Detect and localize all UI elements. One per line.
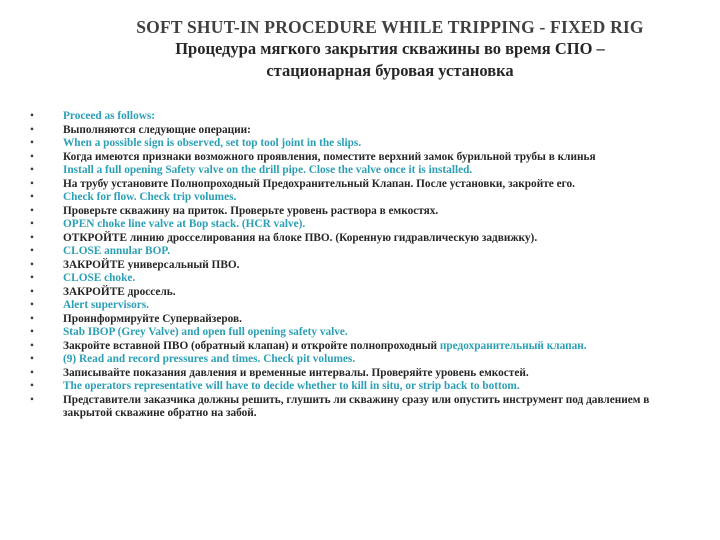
title-russian-line2: стационарная буровая установка	[266, 61, 514, 80]
bullet-dot-icon: •	[30, 110, 34, 122]
list-item-text: The operators representative will have to decide whether to kill in situ, or strip back to bottom.	[63, 380, 520, 392]
bullet-dot-icon: •	[30, 312, 34, 325]
bullet-dot-icon: •	[30, 339, 34, 352]
bullet-dot-icon: •	[30, 380, 34, 392]
bullet-dot-icon: •	[30, 272, 34, 284]
list-item	[30, 326, 695, 340]
list-item-text: Stab IBOP (Grey Valve) and open full opening safety valve.	[63, 326, 348, 338]
list-item-text: ЗАКРОЙТЕ дроссель.	[63, 285, 176, 298]
bullet-dot-icon: •	[30, 245, 34, 257]
bullet-dot-icon: •	[30, 353, 34, 365]
list-item	[30, 124, 695, 138]
list-item-text: Проинформируйте Супервайзеров.	[63, 312, 242, 325]
list-item	[30, 137, 695, 151]
bullet-dot-icon: •	[30, 285, 34, 298]
list-item	[30, 367, 695, 381]
list-item-text: ОТКРОЙТЕ линию дросселирования на блоке ПВО. (Коренную гидравлическую задвижку).	[63, 231, 538, 244]
bullet-dot-icon: •	[30, 258, 34, 271]
bullet-dot-icon: •	[30, 177, 34, 190]
slide-title	[70, 16, 710, 82]
bullet-dot-icon: •	[30, 326, 34, 338]
bullet-dot-icon: •	[30, 150, 34, 163]
bullet-list	[30, 110, 695, 421]
list-item-text: Когда имеются признаки возможного проявления, поместите верхний замок бурильной трубы в клинья	[63, 150, 596, 163]
list-item	[30, 245, 695, 259]
title-english: SOFT SHUT-IN PROCEDURE WHILE TRIPPING - FIXED RIG	[136, 17, 644, 37]
list-item	[30, 380, 695, 394]
list-item-text: CLOSE annular BOP.	[63, 245, 171, 257]
bullet-dot-icon: •	[30, 204, 34, 217]
list-item	[30, 299, 695, 313]
bullet-dot-icon: •	[30, 191, 34, 203]
list-item-text: Закройте вставной ПВО (обратный клапан) и откройте полнопроходный	[63, 339, 440, 352]
list-item-text: ЗАКРОЙТЕ универсальный ПВО.	[63, 258, 240, 271]
list-item	[30, 205, 695, 219]
list-item-text: (9) Read and record pressures and times. Check pit volumes.	[63, 353, 356, 365]
list-item	[30, 272, 695, 286]
list-item	[30, 178, 695, 192]
list-item	[30, 259, 695, 273]
bullet-dot-icon: •	[30, 231, 34, 244]
list-item	[30, 164, 695, 178]
list-item-text: Представители заказчика должны решить, глушить ли скважину сразу или опустить инструмент под давлением в закрытой скважине обратно на забой.	[63, 393, 650, 419]
list-item	[30, 394, 695, 421]
bullet-dot-icon: •	[30, 218, 34, 230]
list-item	[30, 218, 695, 232]
list-item	[30, 232, 695, 246]
bullet-dot-icon: •	[30, 164, 34, 176]
list-item	[30, 286, 695, 300]
list-item-highlight: предохранительный клапан.	[439, 339, 587, 352]
bullet-dot-icon: •	[30, 123, 34, 136]
list-item	[30, 191, 695, 205]
bullet-dot-icon: •	[30, 393, 34, 406]
list-item-text: На трубу установите Полнопроходный Предохранительный Клапан. После установки, закройте его.	[63, 177, 575, 190]
list-item-text: Выполняются следующие операции:	[63, 123, 251, 136]
list-item-text: Install a full opening Safety valve on the drill pipe. Close the valve once it is installed.	[63, 164, 473, 176]
list-item	[30, 340, 695, 354]
list-item-text: Записывайте показания давления и временные интервалы. Проверяйте уровень емкостей.	[63, 366, 529, 379]
title-russian-line1: Процедура мягкого закрытия скважины во время СПО –	[175, 39, 605, 58]
list-item	[30, 110, 695, 124]
bullet-dot-icon: •	[30, 299, 34, 311]
list-item-text: Проверьте скважину на приток. Проверьте уровень раствора в емкостях.	[63, 204, 439, 217]
list-item	[30, 353, 695, 367]
list-item-text: Alert supervisors.	[63, 299, 149, 311]
list-item-text: OPEN choke line valve at Bop stack. (HCR valve).	[63, 218, 306, 230]
bullet-dot-icon: •	[30, 137, 34, 149]
list-item-text: CLOSE choke.	[63, 272, 136, 284]
bullet-dot-icon: •	[30, 366, 34, 379]
list-item	[30, 313, 695, 327]
list-item-text: When a possible sign is observed, set top tool joint in the slips.	[63, 137, 362, 149]
list-item-text: Proceed as follows:	[63, 110, 156, 122]
list-item-text: Check for flow. Check trip volumes.	[63, 191, 237, 203]
list-item	[30, 151, 695, 165]
